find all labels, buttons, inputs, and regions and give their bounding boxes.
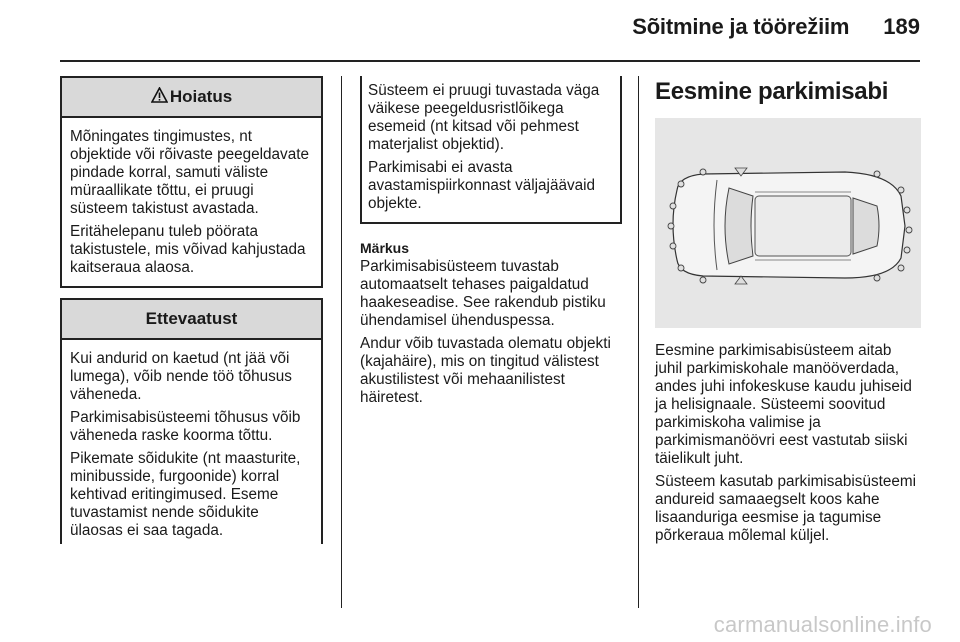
- caution-box-title: Ettevaatust: [145, 309, 238, 328]
- warning-box-header: [62, 78, 321, 118]
- note-paragraph: Andur võib tuvastada olematu objekti (kajahäire), mis on tingitud välistest akustilistest või mehaanilistest häiretest.: [360, 335, 611, 406]
- note-paragraph: Parkimisabisüsteem tuvastab automaatselt tehases paigaldatud haakeseadise. See rakendub pistiku ühendamisel ühenduspessa.: [360, 258, 606, 329]
- caution-box: [60, 298, 323, 544]
- caution-paragraph: Kui andurid on kaetud (nt jää või lumega), võib nende töö tõhusus väheneda.: [70, 350, 292, 403]
- warning-box-body: [62, 118, 321, 286]
- column-3: [655, 76, 921, 550]
- warning-paragraph: Mõningates tingimustes, nt objektide või rõivaste peegeldavate pindade korral, samuti väliste müraallikate tõttu, ei pruugi süsteem takistust avastada.: [70, 128, 309, 217]
- section-paragraph: Süsteem kasutab parkimisabisüsteemi andureid samaaegselt koos kahe lisaanduriga eesmise ja tagumise põrkeraua mõlemal küljel.: [655, 473, 917, 544]
- watermark: carmanualsonline.info: [713, 612, 932, 637]
- caution-box-body: [62, 340, 321, 549]
- note-label: Märkus: [360, 240, 410, 256]
- warning-triangle-icon: [151, 87, 168, 108]
- car-top-view-icon: [655, 118, 921, 328]
- car-top-view-figure: [655, 118, 921, 328]
- warning-box: [60, 76, 323, 288]
- header-rule: [60, 60, 920, 62]
- header-title: Sõitmine ja töörežiim: [632, 14, 850, 39]
- caution-continued-paragraph: Süsteem ei pruugi tuvastada väga väikese peegeldusristlõikega esemeid (nt kitsad või pehmest materjalist objektid).: [368, 82, 600, 153]
- caution-paragraph: Pikemate sõidukite (nt maasturite, minibusside, furgoonide) korral kehtivad eritingimused. Eseme tuvastamist nende sõidukite ülaosas ei saa tagada.: [70, 450, 301, 539]
- column-1: [60, 76, 323, 544]
- page-number: 189: [883, 14, 920, 39]
- caution-box-header: [62, 300, 321, 340]
- warning-paragraph: Eritähelepanu tuleb pöörata takistustele, mis võivad kahjustada kaitseraua alaosa.: [70, 223, 306, 276]
- caution-continued-paragraph: Parkimisabi ei avasta avastamispiirkonnast väljajäävaid objekte.: [368, 159, 596, 212]
- section-paragraph: Eesmine parkimisabisüsteem aitab juhil parkimiskohale manööverdada, andes juhi infokeskuse kaudu juhiseid ja helisignaale. Süsteemi soovitud parkimiskoha valimise ja parkimismanöövri eest vastutab siiski täielikult juht.: [655, 342, 912, 467]
- column-divider-1: [341, 76, 342, 608]
- section-title: Eesmine parkimisabi: [655, 78, 889, 105]
- warning-box-title: Hoiatus: [169, 87, 233, 106]
- caution-box-continued: [360, 76, 622, 224]
- page-header: [632, 14, 920, 40]
- column-divider-2: [638, 76, 639, 608]
- column-2: [360, 76, 622, 412]
- caution-paragraph: Parkimisabisüsteemi tõhusus võib väheneda raske koorma tõttu.: [70, 409, 301, 444]
